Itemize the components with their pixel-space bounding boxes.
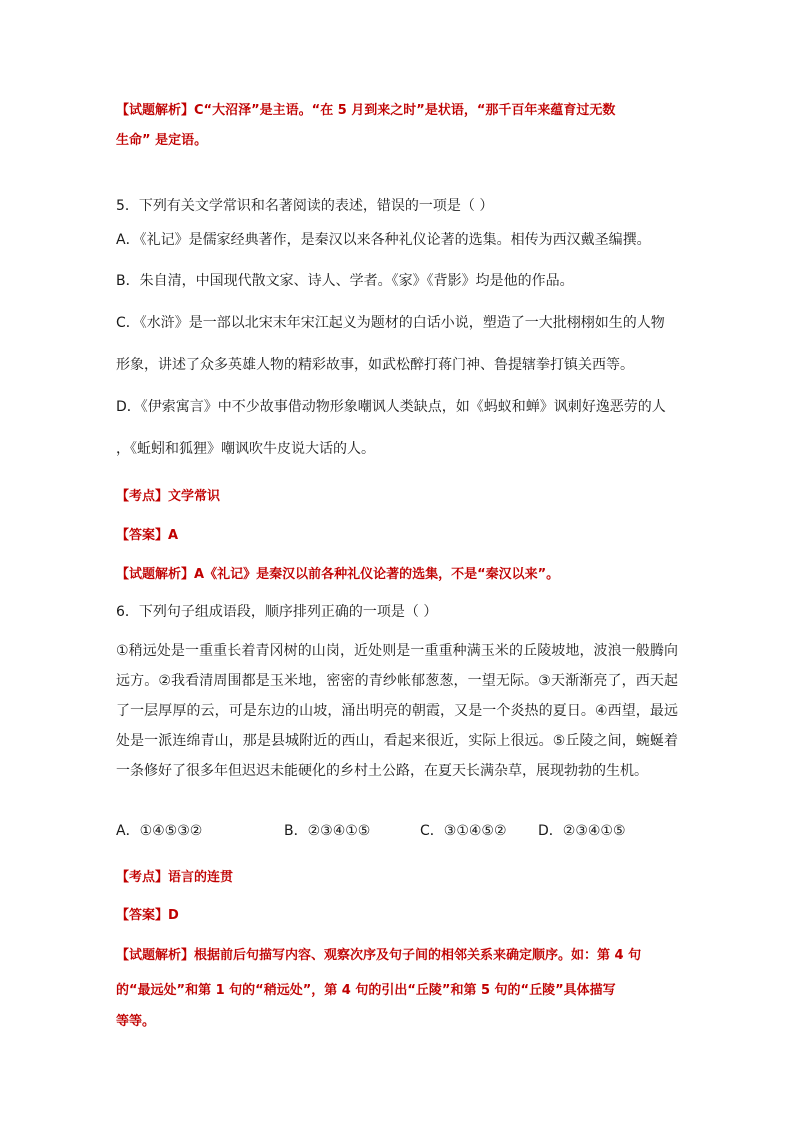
q5-option-c-line1: C．《水浒》是一部以北宋末年宋江起义为题材的白话小说，塑造了一大批栩栩如生的人物 xyxy=(116,315,665,331)
question-6-stem: 6．下列句子组成语段，顺序排列正确的一项是（ ） xyxy=(116,604,438,620)
question-5-stem: 5．下列有关文学常识和名著阅读的表述，错误的一项是（ ） xyxy=(116,198,494,214)
q5-option-c-line2: 形象，讲述了众多英雄人物的精彩故事，如武松醉打蒋门神、鲁提辖拳打镇关西等。 xyxy=(116,357,634,373)
q5-point xyxy=(116,488,676,506)
q6-option-a: A．①④⑤③② xyxy=(116,823,203,839)
q5-answer xyxy=(116,527,676,545)
q5-option-b: B．朱自清，中国现代散文家、诗人、学者。《家》《背影》均是他的作品。 xyxy=(116,273,574,289)
analysis-line-1 xyxy=(116,102,676,120)
q6-analysis-line-3: 等等。 xyxy=(116,1014,156,1029)
analysis-tag: 【试题解析】 xyxy=(116,103,195,118)
q6-options xyxy=(116,822,716,840)
answer-tag: 【答案】 xyxy=(116,908,169,923)
analysis-text: C“大沼泽”是主语。“在 5 月到来之时”是状语，“那千百年来蕴育过无数 xyxy=(194,103,616,118)
analysis-line-2: 生命” 是定语。 xyxy=(116,133,208,148)
analysis-text: A《礼记》是秦汉以前各种礼仪论著的选集，不是“秦汉以来”。 xyxy=(194,567,560,582)
answer-text: D xyxy=(168,908,179,923)
analysis-text: 根据前后句描写内容、观察次序及句子间的相邻关系来确定顺序。如：第 4 句 xyxy=(194,948,642,963)
q6-option-b: B．②③④①⑤ xyxy=(284,823,371,839)
q6-point xyxy=(116,869,676,887)
q6-option-d: D．②③④①⑤ xyxy=(538,823,626,839)
q6-analysis-line-1 xyxy=(116,947,676,965)
analysis-tag: 【试题解析】 xyxy=(116,567,195,582)
answer-text: A xyxy=(168,528,179,543)
q6-passage: ①稍远处是一重重长着青冈树的山岗，近处则是一重重种满玉米的丘陵坡地，波浪一般腾向远方。②我看清周围都是玉米地，密密的青纱帐郁葱葱，一望无际。③天渐渐亮了，西天起了一层厚厚的云，可是东边的山坡，涌出明亮的朝霞，又是一个炎热的夏日。④西望，最远处是一派连绵青山，那是县城附近的西山，看起来很近，实际上很远。⑤丘陵之间，蜿蜒着一条修好了很多年但迟迟未能硬化的乡村土公路，在夏天长满杂草，展现勃勃的生机。 xyxy=(116,643,678,779)
q5-option-d-line1: D．《伊索寓言》中不少故事借动物形象嘲讽人类缺点，如《蚂蚁和蝉》讽刺好逸恶劳的人 xyxy=(116,399,666,415)
analysis-tag: 【试题解析】 xyxy=(116,948,195,963)
answer-tag: 【答案】 xyxy=(116,528,169,543)
q6-analysis-line-2: 的“最远处”和第 1 句的“稍远处”，第 4 句的引出“丘陵”和第 5 句的“丘陵”具体描写 xyxy=(116,983,616,998)
point-tag: 【考点】 xyxy=(116,870,169,885)
point-text: 文学常识 xyxy=(168,489,221,504)
q6-answer xyxy=(116,907,676,925)
q5-analysis xyxy=(116,566,676,584)
q6-option-c: C．③①④⑤② xyxy=(420,823,507,839)
q5-option-d-line2: ，《蚯蚓和狐狸》嘲讽吹牛皮说大话的人。 xyxy=(116,441,375,457)
q5-option-a: A．《礼记》是儒家经典著作，是秦汉以来各种礼仪论著的选集。相传为西汉戴圣编撰。 xyxy=(116,232,651,248)
point-tag: 【考点】 xyxy=(116,489,169,504)
point-text: 语言的连贯 xyxy=(168,870,234,885)
